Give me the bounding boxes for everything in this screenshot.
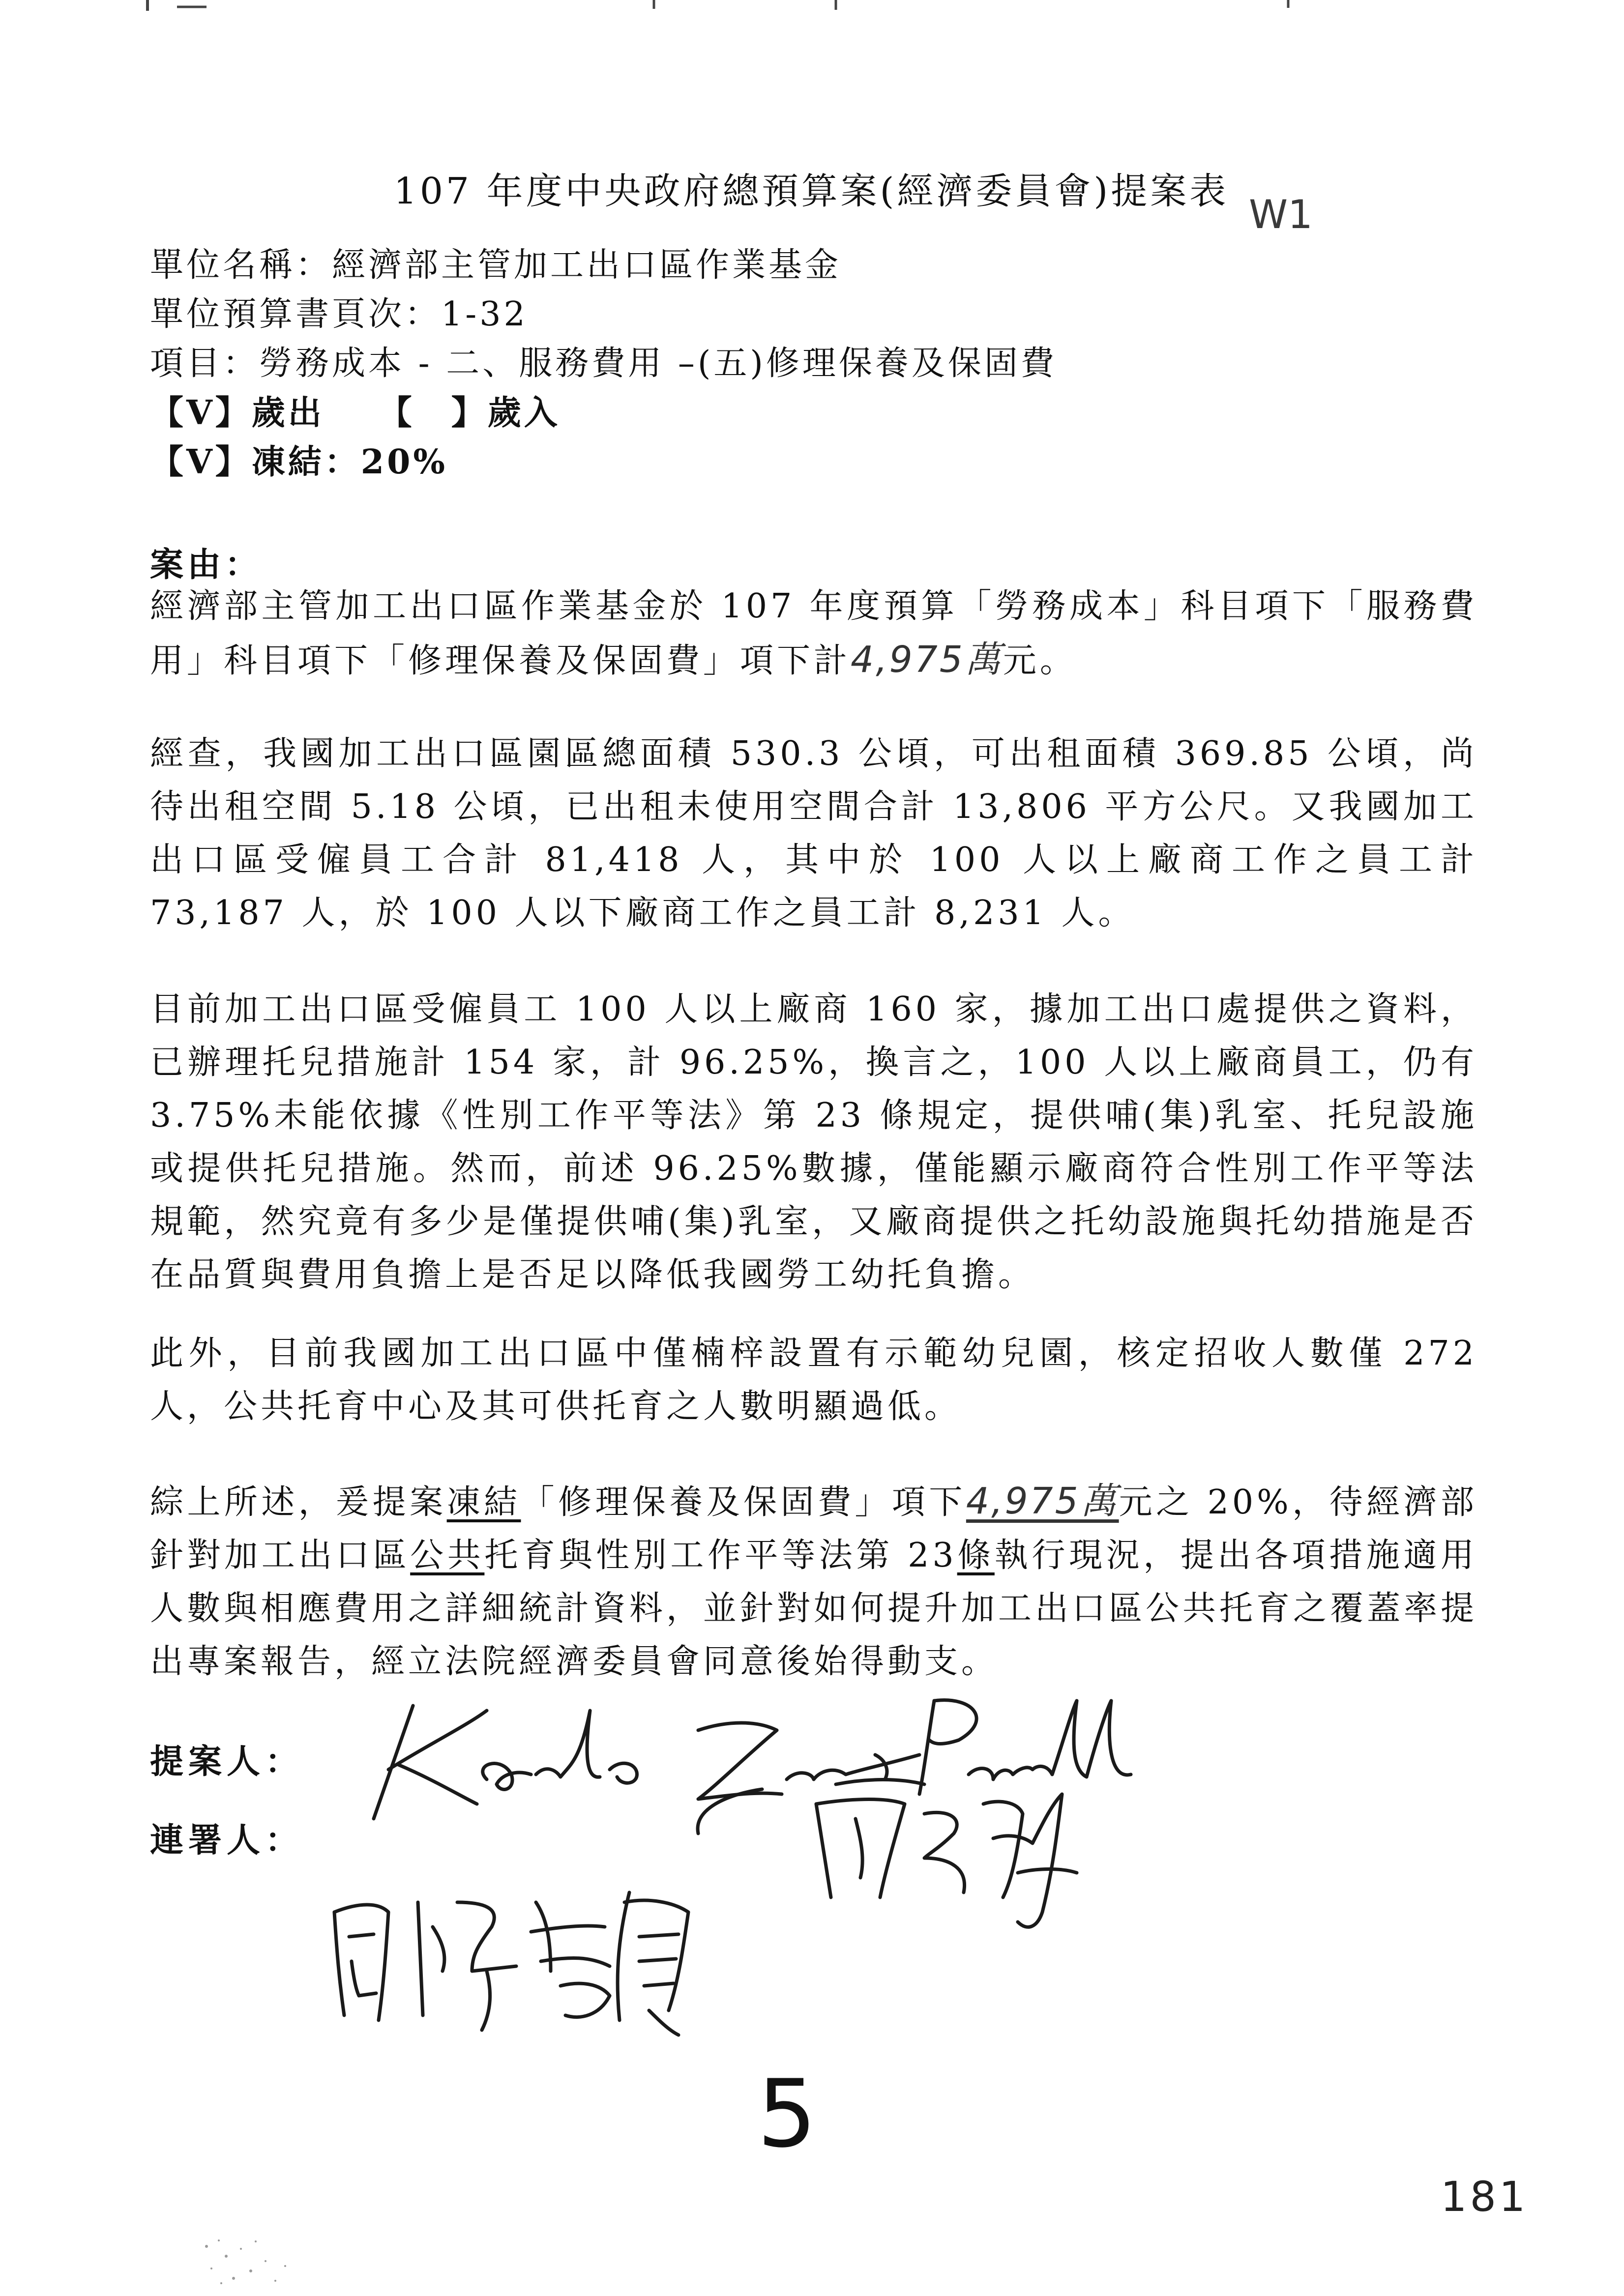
proposer-label: 提案人： <box>150 1742 304 1781</box>
checkbox-revenue: 【 】歲入 <box>378 393 561 433</box>
paragraph-text: 「修理保養及保固費」項下 <box>521 1483 966 1522</box>
paragraph-zone-statistics: 經查，我國加工出口區園區總面積 530.3 公頃，可出租面積 369.85 公頃，尚待出租空間 5.18 公頃，已出租未使用空間合計 13,806 平方公尺。又我國加工出口區受僱員工合計 81,418 人，其中於 100 人以上廠商工作之員工計 73,187 人，於 100 人以下廠商工作之員工計 8,231 人。 <box>150 734 1477 932</box>
reason-label: 案由： <box>150 545 263 584</box>
paragraph-kindergarten: 此外，目前我國加工出口區中僅楠梓設置有示範幼兒園，核定招收人數僅 272 人，公共托育中心及其可供托育之人數明顯過低。 <box>150 1334 1477 1426</box>
paragraph-text: 托育與性別工作平等法第 23 <box>484 1536 957 1575</box>
paragraph-childcare-measures: 目前加工出口區受僱員工 100 人以上廠商 160 家，據加工出口處提供之資料，已辦理托兒措施計 154 家，計 96.25%，換言之，100 人以上廠商員工，仍有 3.75%未能依據《性別工作平等法》第 23 條規定，提供哺(集)乳室、托兒設施或提供托兒措施。然而，前述 96.25%數據，僅能顯示廠商符合性別工作平等法規範，然究竟有多少是僅提供哺(集)乳室，又廠商提供之托幼設施與托幼措施是否在品質與費用負擔上是否足以降低我國勞工幼托負擔。 <box>150 990 1477 1294</box>
handwritten-form-code: W1 <box>1249 192 1313 237</box>
underlined-article: 條 <box>957 1536 995 1575</box>
underlined-public: 公共 <box>410 1536 485 1575</box>
budget-item: 項目：勞務成本 - 二、服務費用 –(五)修理保養及保固費 <box>150 344 1057 383</box>
paragraph-text: 元之 20%，待經濟部針對加工出口區 <box>150 1483 1477 1575</box>
paragraph-budget-amount <box>150 580 1477 688</box>
underlined-freeze: 凍結 <box>446 1483 521 1522</box>
handwritten-amount: 4,975萬 <box>966 1480 1119 1522</box>
page-number: 5 <box>757 2060 817 2168</box>
scan-edge-marks <box>0 0 1624 20</box>
paragraph-text: 經濟部主管加工出口區作業基金於 107 年度預算「勞務成本」科目項下「服務費用」科目項下「修理保養及保固費」項下計 <box>150 587 1477 680</box>
scan-noise <box>197 2232 295 2291</box>
cosigner-label: 連署人： <box>150 1821 304 1860</box>
cosigner-signature-2 <box>325 1873 698 2040</box>
budget-page: 單位預算書頁次：1-32 <box>150 295 528 334</box>
paragraph-conclusion <box>150 1475 1477 1688</box>
paragraph-text: 執行現況，提出各項措施適用人數與相應費用之詳細統計資料，並針對如何提升加工出口區公共托育之覆蓋率提出專案報告，經立法院經濟委員會同意後始得動支。 <box>150 1536 1478 1681</box>
checkbox-expense: 【V】歲出 <box>150 393 325 433</box>
paragraph-text: 綜上所述，爰提案 <box>150 1483 447 1522</box>
form-title: 107 年度中央政府總預算案(經濟委員會)提案表 <box>393 170 1229 212</box>
budget-type-checkboxes <box>150 388 1477 437</box>
form-metadata <box>150 241 1477 487</box>
freeze-ratio: 【V】凍結：20% <box>150 442 448 482</box>
handwritten-amount: 4,975萬 <box>851 639 1003 681</box>
unit-name: 單位名稱：經濟部主管加工出口區作業基金 <box>150 246 842 285</box>
cosigner-signature-1 <box>787 1750 1082 1937</box>
corner-page-number: 181 <box>1441 2173 1529 2221</box>
paragraph-text: 元。 <box>1003 641 1077 680</box>
